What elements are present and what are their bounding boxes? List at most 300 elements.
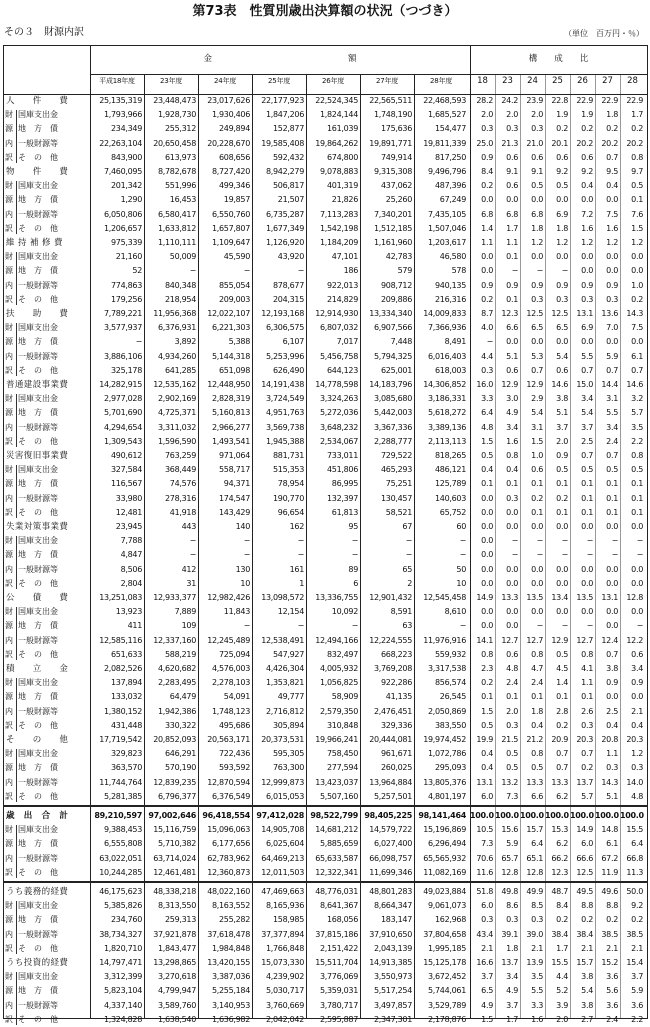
amount-cell: 58,909 <box>331 692 358 702</box>
ratio-cell: 9.2 <box>631 901 643 911</box>
amount-cell: 11,843 <box>223 607 250 617</box>
ratio-cell: 10.5 <box>476 825 493 835</box>
amount-cell: 95 <box>348 522 358 531</box>
amount-cell: 130 <box>235 564 250 574</box>
ratio-cell: 2.5 <box>581 436 593 446</box>
row-label: 一般財源等 <box>18 493 58 503</box>
ratio-cell: 0.1 <box>481 479 493 489</box>
amount-cell: 154,477 <box>435 124 466 134</box>
amount-cell: 3,367,336 <box>373 422 412 432</box>
amount-cell: 25,260 <box>385 195 412 205</box>
amount-cell: 9,496,796 <box>427 167 466 176</box>
ratio-cell: 0.0 <box>556 522 568 531</box>
ratio-cell: 3.6 <box>606 972 618 982</box>
ratio-cell: 0.0 <box>556 252 568 262</box>
ratio-cell: 0.5 <box>531 763 543 773</box>
amount-cell: 2 <box>407 578 412 588</box>
amount-cell: 12,538,491 <box>261 635 304 645</box>
amount-cell: 78,954 <box>277 479 304 489</box>
ratio-cell: 7.0 <box>606 323 618 333</box>
row-label: そ の 他 <box>18 365 58 375</box>
amount-cell: 5,257,501 <box>373 791 412 801</box>
ratio-cell: 0.4 <box>481 465 493 475</box>
amount-cell: 234,349 <box>111 124 142 134</box>
row-label: 物 件 費 <box>6 167 69 177</box>
ratio-cell: 8.4 <box>556 901 568 911</box>
ratio-cell: 0.1 <box>631 479 643 489</box>
ratio-cell: 3.8 <box>556 394 568 404</box>
ratio-cell: 8.4 <box>481 167 493 176</box>
ratio-cell: 2.9 <box>531 394 543 404</box>
ratio-cell: 0.0 <box>481 564 493 574</box>
amount-cell: − <box>243 266 250 276</box>
ratio-cell: 0.4 <box>506 465 518 475</box>
ratio-cell: 20.1 <box>551 138 568 148</box>
row-label: 地 方 債 <box>18 550 58 560</box>
ratio-cell: 0.1 <box>581 479 593 489</box>
amount-cell: 2,579,350 <box>319 706 358 716</box>
amount-cell: 125,789 <box>435 479 466 489</box>
group-mark: 内 <box>5 138 13 148</box>
table-row <box>4 122 647 136</box>
amount-cell: 971,064 <box>219 451 250 460</box>
ratio-cell: 2.3 <box>481 664 493 673</box>
group-mark: 訳 <box>5 578 13 588</box>
ratio-cell: 43.4 <box>476 929 493 939</box>
amount-cell: 1,324,828 <box>103 1014 142 1024</box>
table-row <box>4 676 647 690</box>
ratio-year-header: 25 <box>552 76 563 86</box>
group-mark: 源 <box>5 266 13 276</box>
table-row <box>4 733 647 747</box>
ratio-cell: 3.6 <box>631 1000 643 1010</box>
ratio-cell: 0.7 <box>606 451 618 460</box>
ratio-cell: 2.1 <box>581 943 593 953</box>
amount-cell: 2,902,169 <box>157 394 196 404</box>
ratio-cell: 65.7 <box>501 853 518 863</box>
ratio-cell: 22.9 <box>626 96 643 105</box>
amount-cell: 37,910,650 <box>369 929 412 939</box>
amount-cell: 2,476,451 <box>373 706 412 716</box>
ratio-cell: 0.0 <box>631 607 643 617</box>
table-row <box>4 520 647 534</box>
ratio-cell: 0.0 <box>506 337 518 347</box>
row-label: 地 方 債 <box>18 986 58 996</box>
ratio-cell: 6.4 <box>531 839 543 849</box>
table-row <box>4 984 647 998</box>
amount-cell: 570,190 <box>165 763 196 773</box>
amount-cell: 14,183,796 <box>369 380 412 389</box>
ratio-cell: 0.9 <box>531 280 543 290</box>
ratio-cell: 0.1 <box>556 507 568 517</box>
amount-cell: 12,481 <box>115 507 142 517</box>
group-mark: 源 <box>5 692 13 702</box>
ratio-cell: 51.8 <box>476 886 493 896</box>
amount-cell: 1,677,349 <box>265 223 304 233</box>
amount-cell: 593,592 <box>219 763 250 773</box>
amount-cell: 19,811,339 <box>423 138 466 148</box>
amount-cell: 3,569,738 <box>265 422 304 432</box>
amount-year-header: 平成18年度 <box>99 77 135 85</box>
amount-cell: 161,039 <box>327 124 358 134</box>
group-mark: 訳 <box>5 720 13 730</box>
ratio-cell: 38.5 <box>601 929 618 939</box>
amount-cell: 21,826 <box>331 195 358 205</box>
ratio-cell: 6.0 <box>481 901 493 911</box>
ratio-cell: 2.0 <box>506 110 518 120</box>
row-label: 失業対策事業費 <box>6 522 69 532</box>
ratio-cell: 6.8 <box>481 209 493 219</box>
ratio-cell: 70.6 <box>476 853 493 863</box>
group-mark: 内 <box>5 853 13 863</box>
amount-cell: 23,448,473 <box>153 96 196 105</box>
ratio-cell: 0.0 <box>581 522 593 531</box>
ratio-cell: 0.7 <box>606 365 618 375</box>
ratio-cell: 0.8 <box>531 749 543 759</box>
amount-cell: 855,054 <box>219 280 250 290</box>
table-row <box>4 492 647 506</box>
amount-cell: 12,360,873 <box>207 867 250 877</box>
group-mark: 訳 <box>5 294 13 304</box>
amount-cell: 7,017 <box>336 337 358 347</box>
ratio-cell: 0.5 <box>506 763 518 773</box>
amount-cell: 6 <box>353 578 358 588</box>
ratio-cell: 0.1 <box>631 195 643 205</box>
table-row <box>4 634 647 648</box>
table-row <box>4 605 647 619</box>
ratio-cell: 0.1 <box>581 493 593 503</box>
ratio-cell: 0.4 <box>481 763 493 773</box>
ratio-cell: 3.4 <box>506 972 518 982</box>
amount-cell: 1,945,388 <box>265 436 304 446</box>
ratio-cell: 1.6 <box>581 223 593 233</box>
amount-cell: 41,918 <box>169 507 196 517</box>
amount-cell: 975,339 <box>111 238 142 247</box>
row-label: 一般財源等 <box>18 280 58 290</box>
amount-cell: 6,735,287 <box>265 209 304 219</box>
amount-cell: 412 <box>181 564 196 574</box>
ratio-cell: 8.5 <box>531 901 543 911</box>
row-label: そ の 他 <box>18 720 58 730</box>
group-mark: 財 <box>5 465 13 475</box>
table-row <box>4 913 647 927</box>
row-label: 一般財源等 <box>18 1000 58 1010</box>
amount-cell: 4,847 <box>120 550 142 560</box>
ratio-cell: 2.4 <box>606 1014 618 1024</box>
ratio-cell: 0.0 <box>631 252 643 262</box>
ratio-cell: 5.1 <box>606 791 618 801</box>
amount-year-header: 24年度 <box>213 77 237 85</box>
group-mark: 財 <box>5 901 13 911</box>
group-mark: 内 <box>5 209 13 219</box>
amount-cell: 116,567 <box>111 479 142 489</box>
amount-cell: 1,766,848 <box>265 943 304 953</box>
table-row <box>4 852 647 866</box>
table-row <box>4 137 647 151</box>
amount-cell: 4,799,947 <box>157 986 196 996</box>
table-row <box>4 378 647 392</box>
row-label: 普通建設事業費 <box>6 380 69 390</box>
group-mark: 内 <box>5 280 13 290</box>
ratio-cell: 0.3 <box>506 493 518 503</box>
amount-cell: 4,951,763 <box>265 408 304 418</box>
amount-cell: 3,769,208 <box>373 664 412 673</box>
row-label: 一般財源等 <box>18 138 58 148</box>
ratio-cell: 3.4 <box>506 422 518 432</box>
ratio-cell: 0.4 <box>531 720 543 730</box>
ratio-cell: 12.7 <box>526 635 543 645</box>
amount-cell: 551,996 <box>165 181 196 191</box>
ratio-cell: 14.1 <box>476 635 493 645</box>
ratio-cell: 0.1 <box>531 507 543 517</box>
ratio-cell: 0.0 <box>481 607 493 617</box>
amount-cell: 1,493,541 <box>211 436 250 446</box>
ratio-cell: 1.8 <box>531 223 543 233</box>
ratio-cell: − <box>636 536 643 546</box>
amount-cell: 15,096,063 <box>207 825 250 835</box>
amount-cell: 11,956,368 <box>153 309 196 318</box>
ratio-cell: 6.5 <box>531 323 543 333</box>
ratio-cell: − <box>536 550 543 560</box>
row-label: 積 立 金 <box>6 664 69 674</box>
amount-cell: − <box>243 550 250 560</box>
ratio-cell: 0.0 <box>606 195 618 205</box>
amount-cell: 729,522 <box>381 451 412 460</box>
amount-cell: 725,094 <box>219 649 250 659</box>
ratio-cell: 0.0 <box>481 550 493 560</box>
table-row <box>4 264 647 278</box>
ratio-cell: 6.9 <box>581 323 593 333</box>
ratio-cell: − <box>561 536 568 546</box>
ratio-cell: 7.5 <box>631 323 643 333</box>
ratio-cell: 100.0 <box>620 810 644 820</box>
ratio-cell: 20.2 <box>576 138 593 148</box>
amount-cell: 8,313,550 <box>157 901 196 911</box>
ratio-cell: 1.1 <box>581 678 593 688</box>
ratio-cell: 2.6 <box>581 706 593 716</box>
ratio-cell: 0.0 <box>556 564 568 574</box>
amount-cell: 4,337,140 <box>103 1000 142 1010</box>
amount-cell: 832,497 <box>327 649 358 659</box>
ratio-cell: 12.3 <box>501 309 518 318</box>
amount-cell: 201,342 <box>111 181 142 191</box>
ratio-cell: 0.5 <box>556 465 568 475</box>
ratio-cell: 0.9 <box>606 280 618 290</box>
amount-cell: 37,804,658 <box>423 929 466 939</box>
ratio-cell: 12.8 <box>501 867 518 877</box>
ratio-cell: 0.6 <box>556 365 568 375</box>
ratio-cell: 0.0 <box>506 621 518 631</box>
table-row <box>4 885 647 899</box>
ratio-cell: 38.4 <box>551 929 568 939</box>
amount-cell: − <box>459 550 466 560</box>
ratio-cell: 0.3 <box>506 915 518 925</box>
ratio-cell: 1.5 <box>481 706 493 716</box>
amount-cell: 613,973 <box>165 152 196 162</box>
amount-cell: 1,930,406 <box>211 110 250 120</box>
ratio-cell: 66.8 <box>626 853 643 863</box>
ratio-cell: 100.0 <box>495 810 519 820</box>
table-row <box>4 165 647 179</box>
ratio-cell: 0.3 <box>506 720 518 730</box>
amount-cell: 2,828,319 <box>211 394 250 404</box>
amount-cell: 12,022,107 <box>207 309 250 318</box>
amount-cell: 2,050,869 <box>427 706 466 716</box>
ratio-cell: 0.0 <box>606 266 618 276</box>
ratio-cell: 49.6 <box>601 886 618 896</box>
amount-cell: 3,577,937 <box>103 323 142 333</box>
ratio-cell: 0.4 <box>631 720 643 730</box>
table-row <box>4 364 647 378</box>
amount-cell: 5,272,036 <box>319 408 358 418</box>
table-row <box>4 790 647 804</box>
ratio-cell: 5.1 <box>556 408 568 418</box>
ratio-cell: 0.0 <box>581 564 593 574</box>
ratio-cell: 0.9 <box>556 280 568 290</box>
amount-cell: 216,316 <box>435 294 466 304</box>
amount-cell: 12,933,377 <box>153 593 196 602</box>
amount-cell: 249,894 <box>219 124 250 134</box>
table-row <box>4 548 647 562</box>
ratio-cell: 3.7 <box>581 422 593 432</box>
amount-cell: 6,025,604 <box>265 839 304 849</box>
amount-cell: 4,239,902 <box>265 972 304 982</box>
ratio-cell: 3.1 <box>606 394 618 404</box>
ratio-cell: 3.5 <box>531 972 543 982</box>
amount-cell: 1,847,206 <box>265 110 304 120</box>
ratio-cell: 5.7 <box>631 408 643 418</box>
amount-cell: 608,656 <box>219 152 250 162</box>
amount-cell: 12,322,341 <box>315 867 358 877</box>
amount-cell: 1,126,920 <box>265 238 304 247</box>
ratio-cell: 4.4 <box>556 972 568 982</box>
table-row <box>4 208 647 222</box>
ratio-cell: 13.4 <box>551 593 568 602</box>
ratio-cell: 100.0 <box>570 810 594 820</box>
ratio-cell: 3.7 <box>556 422 568 432</box>
amount-cell: 3,776,069 <box>319 972 358 982</box>
amount-cell: 5,385,826 <box>103 901 142 911</box>
amount-cell: 3,780,717 <box>319 1000 358 1010</box>
amount-cell: 1,824,144 <box>319 110 358 120</box>
amount-cell: 158,985 <box>273 915 304 925</box>
amount-cell: 4,934,260 <box>157 351 196 361</box>
amount-cell: 19,585,408 <box>261 138 304 148</box>
group-mark: 財 <box>5 110 13 120</box>
ratio-year-header: 18 <box>477 76 488 86</box>
group-mark: 訳 <box>5 943 13 953</box>
amount-cell: 64,479 <box>169 692 196 702</box>
ratio-cell: 0.2 <box>481 181 493 191</box>
row-label: そ の 他 <box>18 943 58 953</box>
amount-cell: 7,460,095 <box>103 167 142 176</box>
amount-cell: 86,995 <box>331 479 358 489</box>
amount-cell: 17,719,542 <box>99 735 142 744</box>
ratio-cell: 16.0 <box>476 380 493 389</box>
amount-cell: 12,494,166 <box>315 635 358 645</box>
ratio-cell: 3.6 <box>606 1000 618 1010</box>
amount-cell: 162,968 <box>435 915 466 925</box>
amount-cell: 22,565,511 <box>369 96 412 105</box>
table-row <box>4 307 647 321</box>
amount-cell: 626,490 <box>273 365 304 375</box>
group-mark: 源 <box>5 550 13 560</box>
amount-cell: 3,085,680 <box>373 394 412 404</box>
amount-cell: − <box>405 536 412 546</box>
ratio-cell: 0.0 <box>556 607 568 617</box>
group-mark: 内 <box>5 929 13 939</box>
ratio-cell: 1.7 <box>631 110 643 120</box>
ratio-cell: 2.1 <box>531 943 543 953</box>
group-mark: 訳 <box>5 867 13 877</box>
amount-cell: 1,206,657 <box>103 223 142 233</box>
amount-cell: 8,664,347 <box>373 901 412 911</box>
amount-cell: 2,534,067 <box>319 436 358 446</box>
amount-cell: 13,964,884 <box>369 777 412 787</box>
amount-cell: 11,082,169 <box>423 867 466 877</box>
amount-cell: 7,366,936 <box>427 323 466 333</box>
amount-cell: 6,555,808 <box>103 839 142 849</box>
ratio-cell: 1.6 <box>606 223 618 233</box>
amount-cell: 48,022,160 <box>207 886 250 896</box>
ratio-cell: 0.0 <box>631 337 643 347</box>
amount-cell: 1,056,825 <box>319 678 358 688</box>
ratio-cell: 0.5 <box>481 720 493 730</box>
table-row <box>4 705 647 719</box>
amount-cell: 12,999,873 <box>261 777 304 787</box>
amount-cell: 6,580,417 <box>157 209 196 219</box>
amount-cell: 137,894 <box>111 678 142 688</box>
amount-cell: 5,442,003 <box>373 408 412 418</box>
ratio-cell: 2.2 <box>631 436 643 446</box>
amount-cell: 5,701,690 <box>103 408 142 418</box>
ratio-cell: 1.2 <box>631 238 643 247</box>
group-mark: 財 <box>5 252 13 262</box>
group-mark: 訳 <box>5 365 13 375</box>
ratio-cell: 1.8 <box>531 706 543 716</box>
ratio-cell: − <box>611 550 618 560</box>
amount-cell: 3,497,857 <box>373 1000 412 1010</box>
ratio-cell: 0.3 <box>481 365 493 375</box>
ratio-cell: − <box>636 550 643 560</box>
ratio-cell: 3.4 <box>606 422 618 432</box>
amount-cell: 1,984,848 <box>211 943 250 953</box>
amount-cell: 14,681,212 <box>315 825 358 835</box>
ratio-cell: 15.4 <box>626 957 643 967</box>
row-label: 地 方 債 <box>18 692 58 702</box>
amount-cell: 881,731 <box>273 451 304 460</box>
ratio-cell: 0.4 <box>581 181 593 191</box>
table-row <box>4 421 647 435</box>
group-mark: 財 <box>5 536 13 546</box>
amount-cell: 22,177,923 <box>261 96 304 105</box>
amount-cell: 843,900 <box>111 152 142 162</box>
row-label: 公 債 費 <box>6 593 69 603</box>
ratio-cell: 6.5 <box>556 323 568 333</box>
amount-cell: 174,547 <box>219 493 250 503</box>
amount-cell: 8,782,678 <box>157 167 196 176</box>
ratio-cell: 14.3 <box>601 777 618 787</box>
amount-cell: 1,820,710 <box>103 943 142 953</box>
amount-cell: 143,429 <box>219 507 250 517</box>
ratio-cell: 13.7 <box>576 777 593 787</box>
amount-cell: 8,491 <box>444 337 466 347</box>
amount-cell: 43,920 <box>277 252 304 262</box>
ratio-cell: 0.2 <box>481 678 493 688</box>
amount-cell: − <box>297 550 304 560</box>
amount-cell: 12,224,555 <box>369 635 412 645</box>
ratio-cell: 0.2 <box>631 915 643 925</box>
